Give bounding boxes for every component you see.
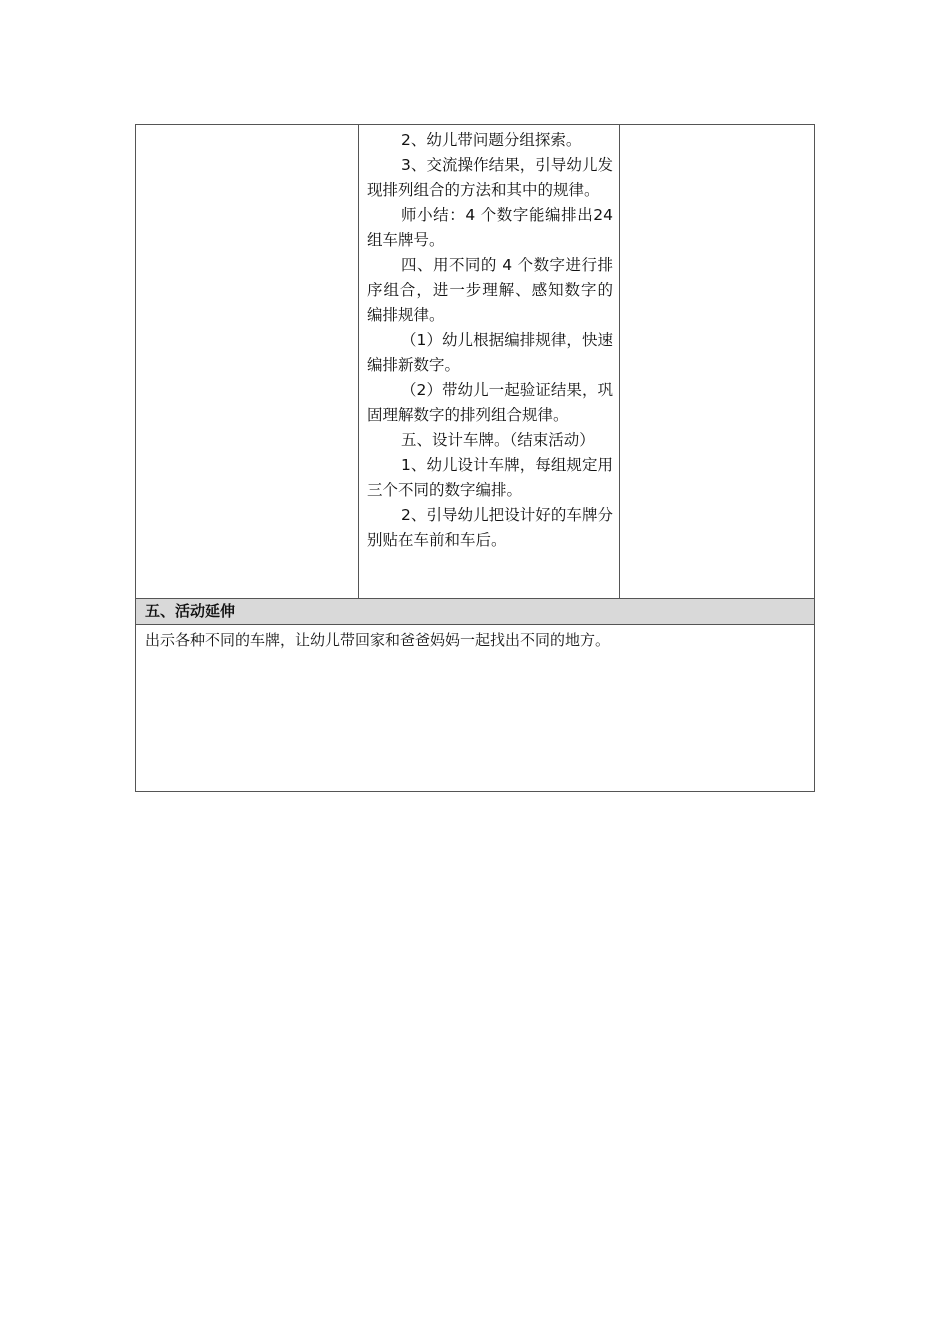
right-empty-cell [620, 125, 814, 598]
left-empty-cell [136, 125, 359, 598]
step-line: 3、交流操作结果，引导幼儿发现排列组合的方法和其中的规律。 [367, 156, 613, 199]
step-line: 1、幼儿设计车牌，每组规定用三个不同的数字编排。 [367, 456, 613, 499]
step-line: 五、设计车牌。（结束活动） [401, 431, 595, 449]
step-line: 师小结：4 个数字能编排出24 组车牌号。 [367, 206, 613, 249]
lesson-plan-table [135, 124, 815, 792]
step-line: 四、用不同的 4 个数字进行排序组合，进一步理解、感知数字的编排规律。 [367, 256, 613, 324]
step-line: 2、引导幼儿把设计好的车牌分别贴在车前和车后。 [367, 506, 613, 549]
step-line: （1）幼儿根据编排规律，快速编排新数字。 [367, 331, 613, 374]
activity-process-row [136, 125, 814, 599]
step-line: 2、幼儿带问题分组探索。 [401, 131, 582, 149]
activity-steps-cell [359, 125, 620, 598]
step-line: （2）带幼儿一起验证结果，巩固理解数字的排列组合规律。 [367, 381, 613, 424]
extension-section-heading: 五、活动延伸 [136, 599, 814, 625]
extension-content: 出示各种不同的车牌，让幼儿带回家和爸爸妈妈一起找出不同的地方。 [145, 631, 611, 649]
